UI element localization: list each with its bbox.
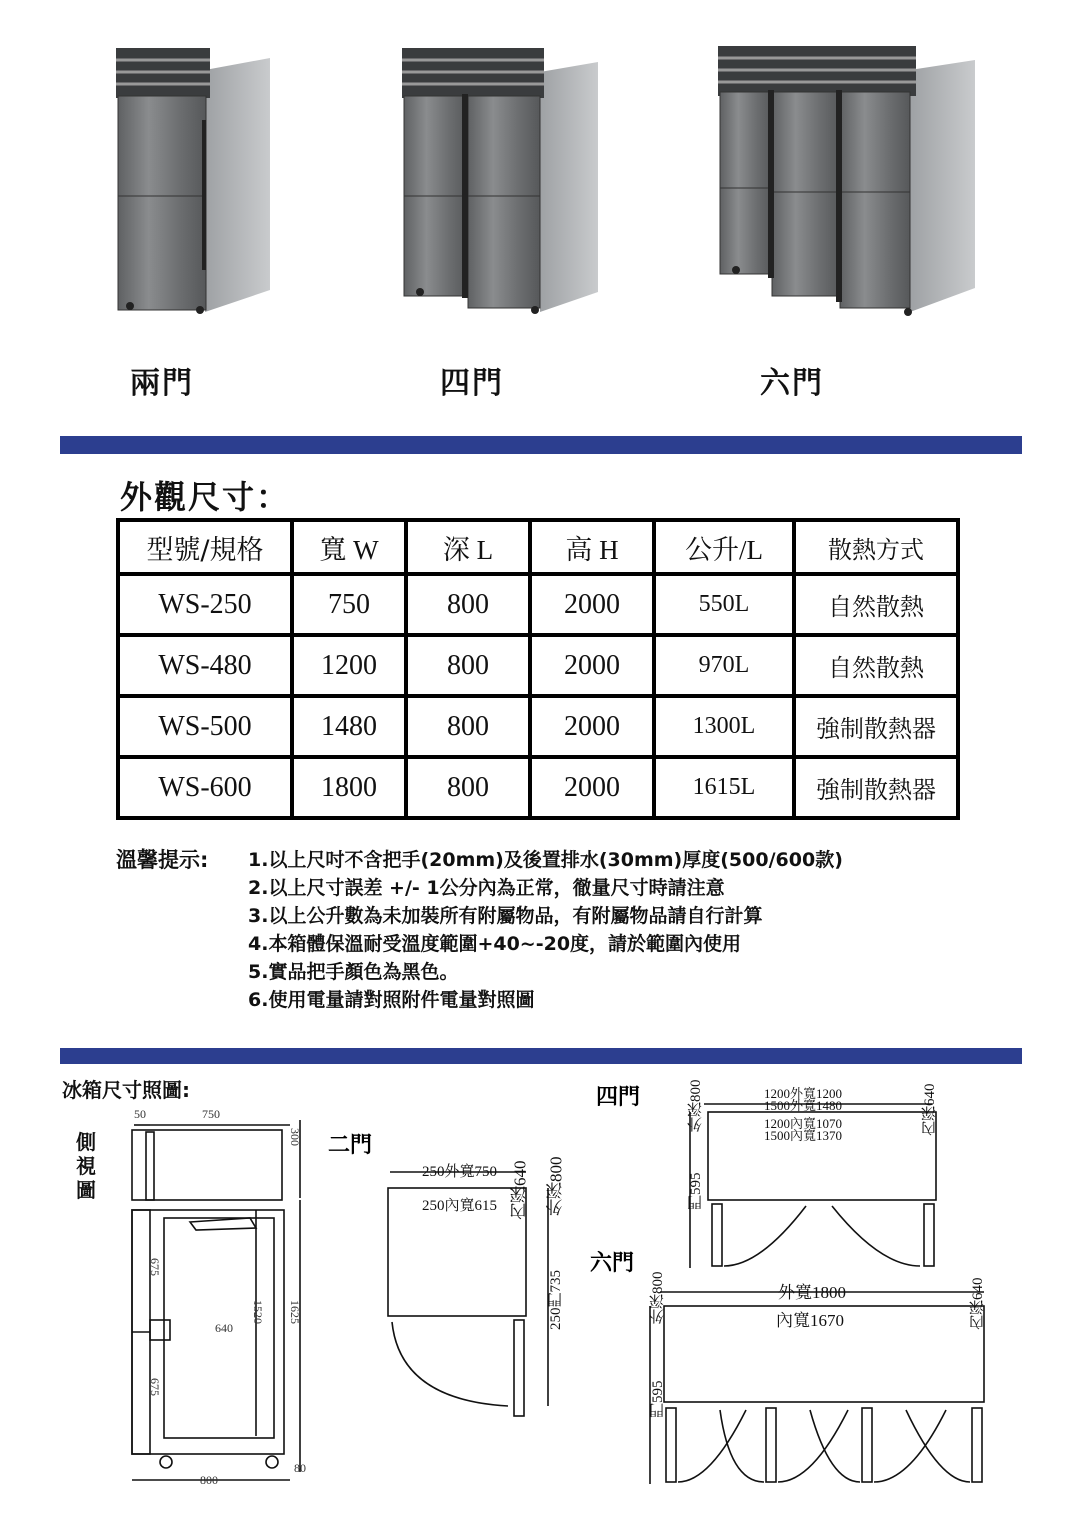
two-door-outer-depth: 外深800 — [546, 1156, 566, 1216]
table-cell: 1300L — [654, 696, 794, 757]
table-cell: 1480 — [292, 696, 406, 757]
table-cell: 強制散熱器 — [794, 757, 958, 818]
side-dim-d2: 675 — [148, 1378, 162, 1396]
four-door-label: 四門 — [596, 1085, 641, 1110]
list-item: 2.以上尺寸誤差 +/- 1公分內為正常，徹量尺寸時請注意 — [248, 877, 725, 899]
four-door-outer-depth: 外深800 — [688, 1079, 704, 1132]
side-dim-top-left: 50 — [134, 1107, 146, 1121]
two-door-label: 二門 — [328, 1133, 373, 1158]
six-door-inner-width: 內寬1670 — [776, 1311, 844, 1330]
list-item: 5.實品把手顏色為黑色。 — [248, 961, 459, 983]
six-door-outer-depth: 外深800 — [650, 1271, 666, 1324]
six-door-door: 門595 — [650, 1380, 666, 1418]
table-cell: 970L — [654, 635, 794, 696]
list-item: 6.使用電量請對照附件電量對照圖 — [248, 989, 535, 1011]
table-header: 型號/規格 — [118, 520, 292, 574]
two-door-inner-width: 250內寬615 — [422, 1198, 498, 1214]
two-door-inner-depth: 內深640 — [510, 1160, 530, 1220]
tips-list — [248, 846, 968, 1014]
table-header: 深 L — [406, 520, 530, 574]
four-door-outer-width-2: 1500外寬1480 — [764, 1098, 843, 1113]
table-header: 散熱方式 — [794, 520, 958, 574]
fridge-2door-image — [116, 48, 270, 314]
table-row — [118, 757, 958, 818]
table-cell: 800 — [406, 757, 530, 818]
four-door-door: 門595 — [688, 1172, 704, 1210]
six-door-outer-width: 外寬1800 — [778, 1283, 846, 1302]
table-header: 寬 W — [292, 520, 406, 574]
table-cell: WS-600 — [118, 757, 292, 818]
table-header: 公升/L — [654, 520, 794, 574]
table-cell: WS-500 — [118, 696, 292, 757]
table-cell: 800 — [406, 696, 530, 757]
side-dim-d1: 675 — [148, 1258, 162, 1276]
product-label-4door: 四門 — [440, 366, 504, 401]
table-cell: 2000 — [530, 635, 654, 696]
table-cell: WS-480 — [118, 635, 292, 696]
fridge-6door-image — [718, 46, 975, 316]
side-view-label: 側視圖 — [76, 1130, 96, 1202]
table-cell: 800 — [406, 574, 530, 635]
list-item: 4.本箱體保溫耐受溫度範圍+40~-20度，請於範圍內使用 — [248, 933, 742, 955]
section-divider — [60, 436, 1022, 454]
fridge-4door-image — [402, 48, 598, 314]
side-dim-top-width: 750 — [202, 1107, 220, 1121]
side-dim-wheel: 80 — [294, 1461, 306, 1475]
table-cell: 750 — [292, 574, 406, 635]
dimension-drawings — [0, 1070, 1076, 1500]
two-door-door: 250門735 — [548, 1270, 564, 1330]
two-door-outer-width: 250外寬750 — [422, 1164, 498, 1180]
table-cell: 2000 — [530, 574, 654, 635]
product-label-2door: 兩門 — [130, 366, 194, 401]
six-door-inner-depth: 內深640 — [970, 1277, 986, 1330]
table-cell: 2000 — [530, 696, 654, 757]
side-dim-h2: 1520 — [251, 1300, 265, 1324]
table-cell: 1800 — [292, 757, 406, 818]
list-item: 3.以上公升數為未加裝所有附屬物品，有附屬物品請自行計算 — [248, 905, 763, 927]
four-door-inner-width-2: 1500內寬1370 — [764, 1128, 843, 1143]
four-door-outer-width-1: 1200外寬1200 — [764, 1086, 843, 1101]
list-item: 1.以上尺吋不含把手(20mm)及後置排水(30mm)厚度(500/600款) — [248, 849, 843, 871]
table-cell: 1200 — [292, 635, 406, 696]
product-label-6door: 六門 — [760, 366, 824, 401]
table-row — [118, 696, 958, 757]
table-cell: 550L — [654, 574, 794, 635]
drawing-title: 冰箱尺寸照圖: — [62, 1078, 190, 1102]
product-images — [0, 30, 1076, 330]
table-row — [118, 574, 958, 635]
side-dim-bottom: 800 — [200, 1473, 218, 1487]
tips-lead: 溫馨提示: — [116, 848, 209, 872]
section-title: 外觀尺寸： — [120, 478, 291, 516]
side-dim-h3: 1625 — [288, 1300, 302, 1324]
four-door-inner-depth: 內深640 — [922, 1083, 938, 1136]
table-cell: 強制散熱器 — [794, 696, 958, 757]
section-divider — [60, 1048, 1022, 1064]
table-cell: WS-250 — [118, 574, 292, 635]
four-door-inner-width-1: 1200內寬1070 — [764, 1116, 843, 1131]
spec-table — [116, 518, 960, 820]
side-dim-inner: 640 — [215, 1321, 233, 1335]
table-cell: 800 — [406, 635, 530, 696]
table-cell: 2000 — [530, 757, 654, 818]
side-dim-h1: 300 — [288, 1128, 302, 1146]
table-cell: 1615L — [654, 757, 794, 818]
table-row — [118, 635, 958, 696]
table-cell: 自然散熱 — [794, 574, 958, 635]
six-door-label: 六門 — [590, 1251, 635, 1276]
table-header-row — [118, 520, 958, 574]
table-header: 高 H — [530, 520, 654, 574]
table-cell: 自然散熱 — [794, 635, 958, 696]
